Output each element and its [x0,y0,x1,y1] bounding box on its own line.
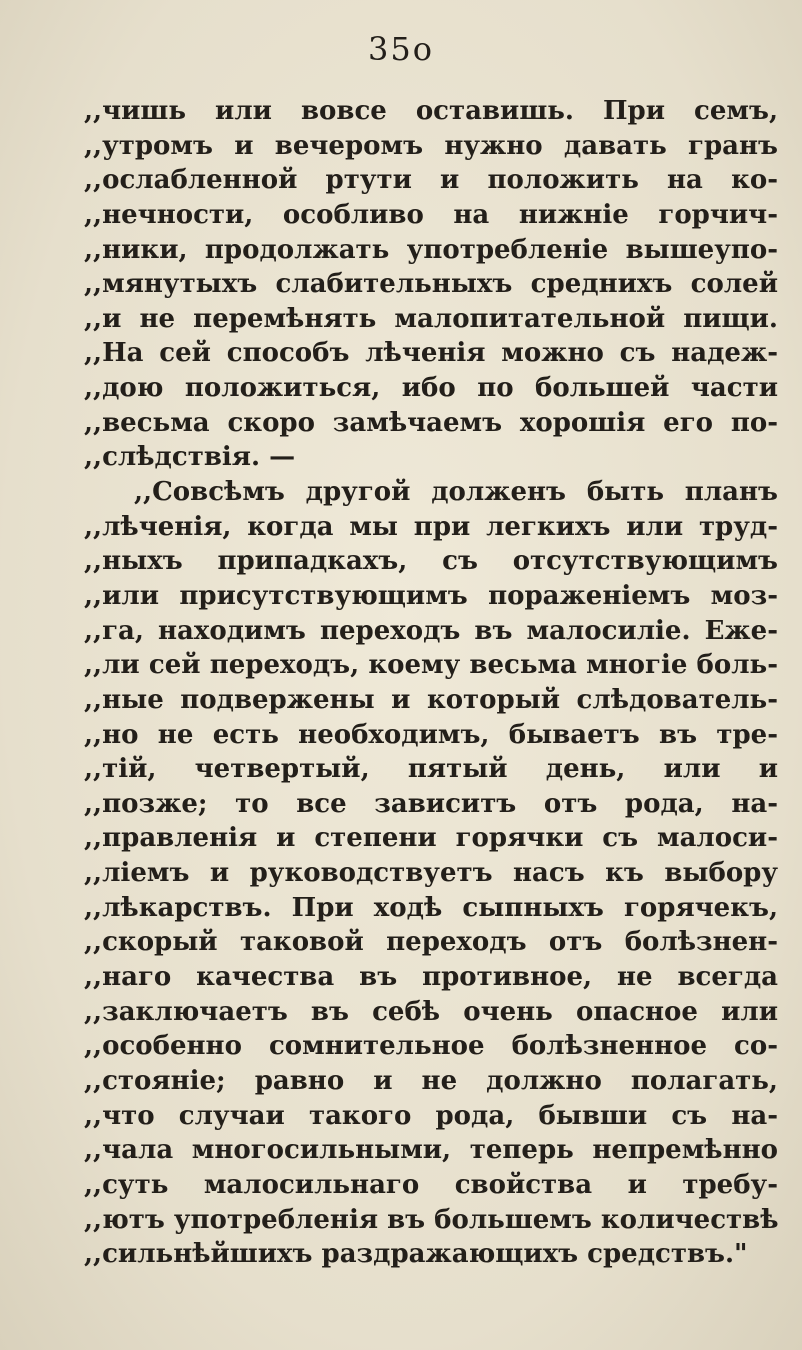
text-line: ,,На сей способъ лѣченія можно съ надеж- [84,338,778,369]
text-line: ,,ліемъ и руководствуетъ насъ къ выбору [84,858,778,889]
text-line: ,,особенно сомнительное болѣзненное со- [84,1031,778,1062]
text-line: ,,что случаи такого рода, бывши съ на- [84,1100,778,1131]
text-line: ,,ные подвержены и который слѣдователь- [84,684,778,715]
text-line: ,,слѣдствія. — [84,442,296,473]
text-line: ,,ютъ употребленія въ большемъ количествѣ [84,1204,778,1235]
text-line: ,,нечности, особливо на нижніе горчич- [84,199,778,230]
text-line: ,,заключаетъ въ себѣ очень опасное или [84,996,778,1027]
text-line: ,,наго качества въ противное, не всегда [84,962,778,993]
text-line: ,,утромъ и вечеромъ нужно давать гранъ [84,130,778,161]
paragraph-start-line: ,,Совсѣмъ другой долженъ быть планъ [134,477,778,508]
text-line: ,,и не перемѣнять малопитательной пищи. [84,303,778,334]
text-line: ,,позже; то все зависитъ отъ рода, на- [84,788,778,819]
body-text [84,94,778,1272]
text-line: ,,лѣкарствъ. При ходѣ сыпныхъ горячекъ, [84,892,778,923]
text-line: ,,ли сей переходъ, коему весьма многіе боль- [84,650,778,681]
text-line: ,,суть малосильнаго свойства и требу- [84,1169,778,1200]
text-line: ,,но не есть необходимъ, бываетъ въ тре- [84,719,778,750]
page-number: 35о [368,30,434,68]
text-line: ,,скорый таковой переходъ отъ болѣзнен- [84,927,778,958]
text-line: ,,ослабленной ртути и положить на ко- [84,165,778,196]
text-line: ,,мянутыхъ слабительныхъ среднихъ солей [84,269,778,300]
text-line: ,,га, находимъ переходъ въ малосиліе. Еже- [84,615,778,646]
text-line: ,,дою положиться, ибо по большей части [84,373,778,404]
text-line: ,,ныхъ припадкахъ, съ отсутствующимъ [84,546,778,577]
text-line: ,,тій, четвертый, пятый день, или и [84,754,778,785]
text-line: ,,весьма скоро замѣчаемъ хорошія его по- [84,407,778,438]
text-line: ,,стояніе; равно и не должно полагать, [84,1065,778,1096]
text-line: ,,ники, продолжать употребленіе вышеупо- [84,234,778,265]
text-line: ,,лѣченія, когда мы при легкихъ или труд- [84,511,778,542]
text-line: ,,чала многосильными, теперь непремѣнно [84,1135,778,1166]
text-line: ,,сильнѣйшихъ раздражающихъ средствъ." [84,1239,748,1270]
text-line: ,,или присутствующимъ пораженіемъ моз- [84,580,778,611]
text-line: ,,правленія и степени горячки съ малоси- [84,823,778,854]
text-line: ,,чишь или вовсе оставишь. При семъ, [84,96,778,126]
